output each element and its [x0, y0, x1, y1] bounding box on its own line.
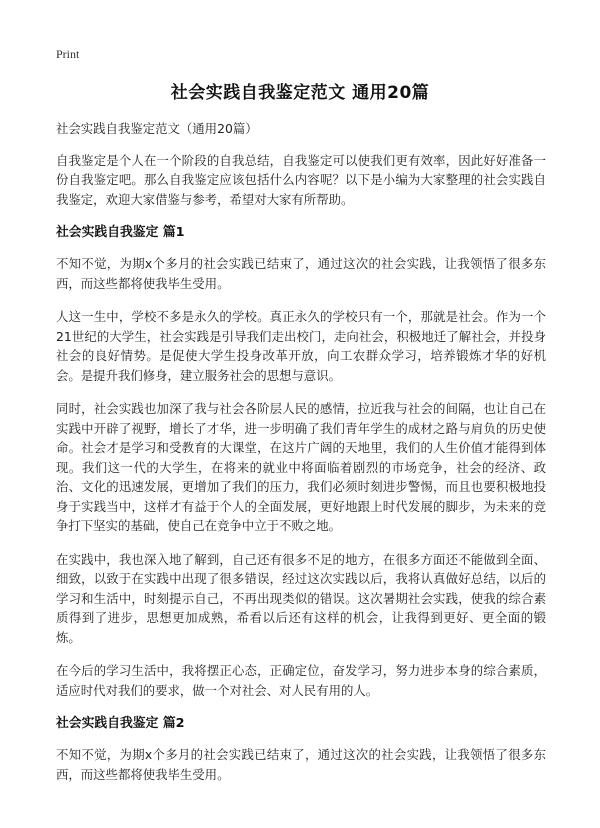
section-1-paragraph-2: 人这一生中，学校不多是永久的学校。真正永久的学校只有一个，那就是社会。作为一个21世纪的大学生，社会实践是引导我们走出校门，走向社会，积极地迁了解社会，并投身社会的良好情势。是促使大学生投身改革开放，向工农群众学习，培养锻炼才华的好机会。是提升我们修身，建立服务社会的思想与意识。: [56, 309, 546, 383]
section-2-paragraph-1: 不知不觉，为期x个多月的社会实践已结束了，通过这次的社会实践，让我领悟了很多东西，而这些都将使我毕生受用。: [56, 747, 546, 782]
section-heading-2: 社会实践自我鉴定 篇2: [56, 716, 185, 731]
print-label: Print: [56, 47, 80, 61]
document-subtitle: 社会实践自我鉴定范文（通用20篇）: [56, 121, 258, 136]
section-1-paragraph-1: 不知不觉，为期x个多月的社会实践已结束了，通过这次的社会实践，让我领悟了很多东西，而这些都将使我毕生受用。: [56, 256, 546, 291]
section-1-paragraph-3: 同时，社会实践也加深了我与社会各阶层人民的感情，拉近我与社会的间隔，也让自己在实践中开辟了视野，增长了才华，进一步明确了我们青年学生的成材之路与肩负的历史使命。社会才是学习和受教育的大课堂，在这片广阔的天地里，我们的人生价值才能得到体现。我们这一代的大学生，在将来的就业中将面临着剧烈的市场竞争，社会的经济、政治、文化的迅速发展，更增加了我们的压力，我们必须时刻进步警惕，而且也要积极地投身于实践当中，这样才有益于个人的全面发展，更好地跟上时代发展的脚步，为未来的竞争打下坚实的基础，使自己在竞争中立于不败之地。: [56, 401, 546, 533]
document-body: [56, 119, 546, 798]
section-1-paragraph-5: 在今后的学习生活中，我将摆正心态，正确定位，奋发学习，努力进步本身的综合素质，适应时代对我们的要求，做一个对社会、对人民有用的人。: [56, 663, 546, 698]
document-title: 社会实践自我鉴定范文 通用20篇: [170, 83, 430, 103]
section-heading-1: 社会实践自我鉴定 篇1: [56, 225, 185, 240]
intro-paragraph: 自我鉴定是个人在一个阶段的自我总结，自我鉴定可以使我们更有效率，因此好好准备一份自我鉴定吧。那么自我鉴定应该包括什么内容呢？以下是小编为大家整理的社会实践自我鉴定，欢迎大家借鉴与参考，希望对大家有所帮助。: [56, 152, 546, 207]
section-1-paragraph-4: 在实践中，我也深入地了解到，自己还有很多不足的地方，在很多方面还不能做到全面、细致，以致于在实践中出现了很多错误，经过这次实践以后，我将认真做好总结，以后的学习和生活中，时刻提示自己，不再出现类似的错误。这次暑期社会实践，使我的综合素质得到了进步，思想更加成熟，希看以后还有这样的机会，让我得到更好、更全面的锻炼。: [56, 551, 546, 645]
